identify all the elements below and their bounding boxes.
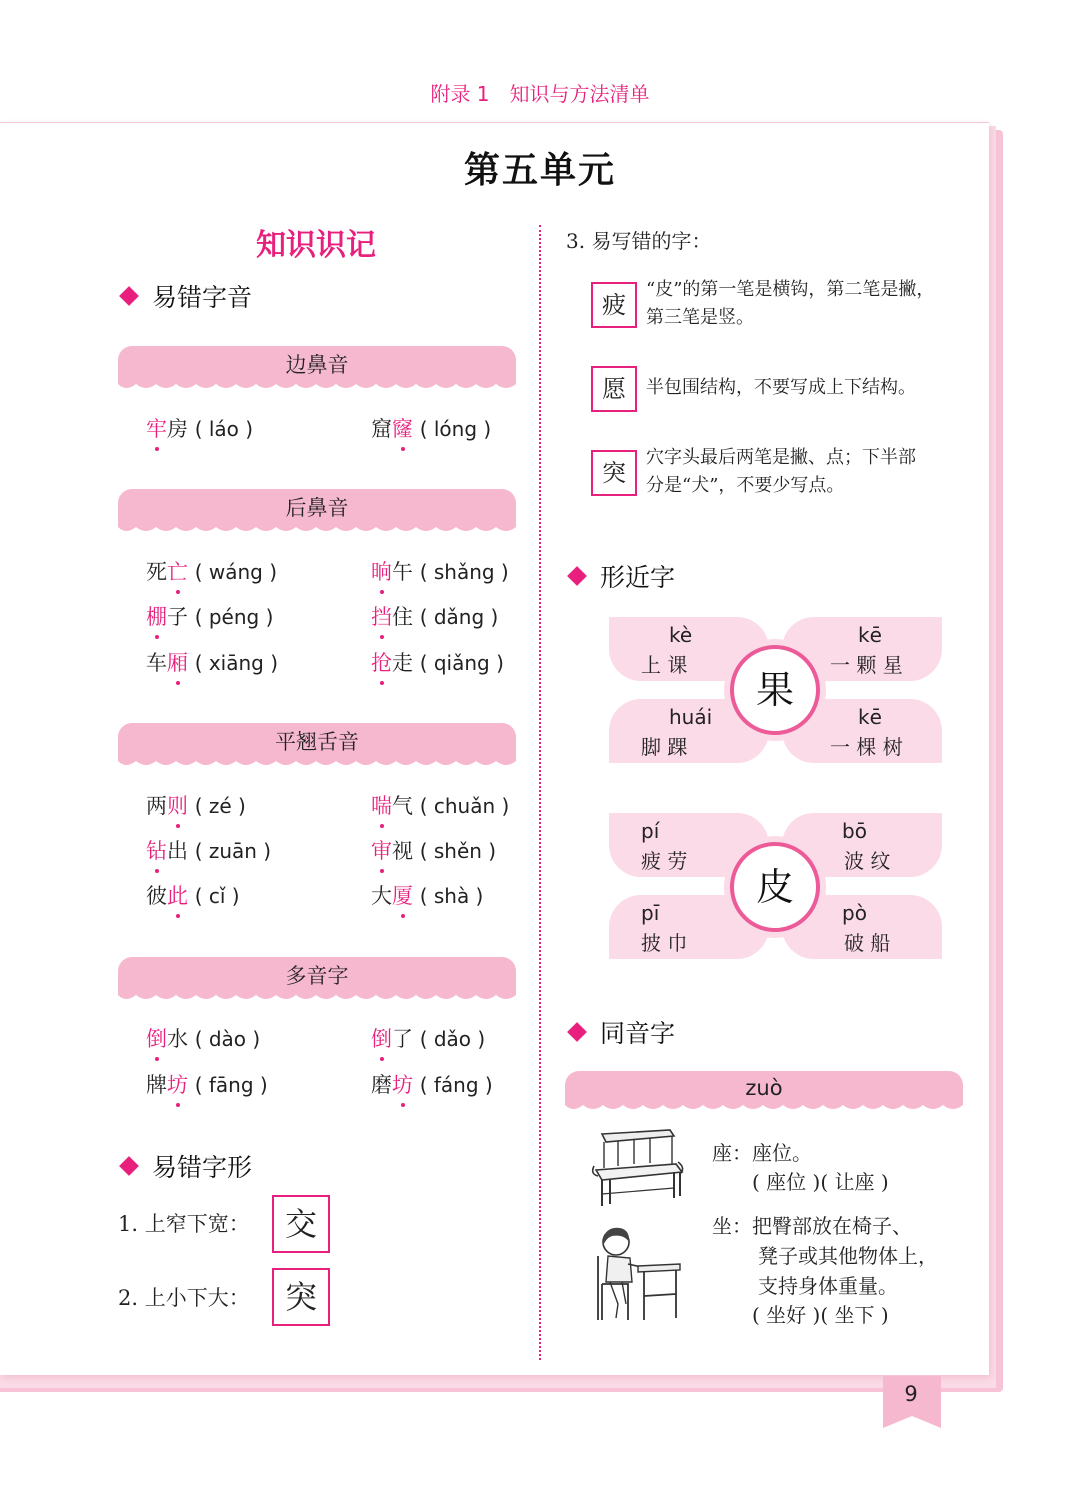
diamond-icon xyxy=(119,1156,139,1176)
section-heading-similar: 形近字 xyxy=(566,558,675,594)
bench-illustration xyxy=(588,1128,688,1210)
homophone-examples-2: ( 坐好 )( 坐下 ) xyxy=(752,1303,889,1327)
homophone-band: zuò xyxy=(565,1071,963,1103)
miswrite-note: “皮”的第一笔是横钩，第二笔是撇， 第三笔是竖。 xyxy=(646,279,935,328)
running-header: 附录 1 知识与方法清单 xyxy=(430,82,650,106)
homophone-definition-2-line: 支持身体重量。 xyxy=(758,1274,898,1298)
similar-petal: pò 破 船 xyxy=(782,895,942,959)
word-item: 大厦 ( shà ) xyxy=(371,884,484,908)
wave-edge-icon xyxy=(118,757,516,769)
word-item: 彼此 ( cǐ ) xyxy=(146,884,240,908)
girl-at-desk-illustration xyxy=(588,1222,684,1322)
word-item: 两则 ( zé ) xyxy=(146,794,246,818)
word-item: 倒了 ( dǎo ) xyxy=(371,1027,486,1051)
wave-edge-icon xyxy=(118,380,516,392)
section-heading-shape: 易错字形 xyxy=(118,1148,252,1184)
word-item: 牢房 ( láo ) xyxy=(146,417,254,441)
miswrite-note: 穴字头最后两笔是撇、点；下半部 分是“犬”，不要少写点。 xyxy=(646,447,916,496)
shape-char-box-2: 突 xyxy=(272,1268,330,1326)
wave-edge-icon xyxy=(118,523,516,535)
wave-edge-icon xyxy=(118,991,516,1003)
homophone-definition-1: 座：座位。 xyxy=(712,1141,812,1165)
miswrite-note: 半包围结构，不要写成上下结构。 xyxy=(646,377,916,398)
similar-petal: bō 波 纹 xyxy=(782,813,942,877)
similar-petal: huái 脚 踝 xyxy=(609,699,769,763)
group-band-4: 多音字 xyxy=(118,957,516,993)
word-item: 喘气 ( chuǎn ) xyxy=(371,794,510,818)
word-item: 钻出 ( zuān ) xyxy=(146,839,272,863)
shape-char-box-1: 交 xyxy=(272,1195,330,1253)
word-item: 车厢 ( xiāng ) xyxy=(146,651,279,675)
shape-label-1: 1. 上窄下宽： xyxy=(118,1212,250,1236)
similar-petal: kè 上 课 xyxy=(609,617,769,681)
homophone-examples-1: ( 座位 )( 让座 ) xyxy=(752,1170,889,1194)
wave-edge-icon xyxy=(565,1101,963,1113)
miswrite-char-box: 疲 xyxy=(591,282,637,328)
word-item: 窟窿 ( lóng ) xyxy=(371,417,492,441)
similar-petal: kē 一 棵 树 xyxy=(782,699,942,763)
word-item: 死亡 ( wáng ) xyxy=(146,560,277,584)
word-item: 牌坊 ( fāng ) xyxy=(146,1073,268,1097)
section-heading-homophone: 同音字 xyxy=(566,1014,675,1050)
miswrite-char-box: 突 xyxy=(591,450,637,496)
similar-petal: pī 披 巾 xyxy=(609,895,769,959)
similar-center-char: 皮 xyxy=(730,842,820,932)
similar-petal: kē 一 颗 星 xyxy=(782,617,942,681)
word-item: 审视 ( shěn ) xyxy=(371,839,497,863)
page-number: 9 xyxy=(904,1382,918,1406)
group-band-3: 平翘舌音 xyxy=(118,723,516,759)
diamond-icon xyxy=(567,1022,587,1042)
shape-label-2: 2. 上小下大： xyxy=(118,1286,250,1310)
group-band-2: 后鼻音 xyxy=(118,489,516,525)
miswrite-title: 3. 易写错的字： xyxy=(566,229,712,253)
miswrite-char-box: 愿 xyxy=(591,366,637,412)
diamond-icon xyxy=(567,566,587,586)
similar-center-char: 果 xyxy=(730,645,820,735)
word-item: 磨坊 ( fáng ) xyxy=(371,1073,493,1097)
word-item: 棚子 ( péng ) xyxy=(146,605,274,629)
diamond-icon xyxy=(119,286,139,306)
column-divider xyxy=(539,225,541,1360)
word-item: 倒水 ( dào ) xyxy=(146,1027,261,1051)
page-title: 第五单元 xyxy=(463,149,616,191)
group-band-1: 边鼻音 xyxy=(118,346,516,382)
section-subtitle: 知识识记 xyxy=(256,228,376,263)
section-heading-pronunciation: 易错字音 xyxy=(118,278,252,314)
homophone-definition-2: 坐：把臀部放在椅子、 xyxy=(712,1214,912,1238)
similar-petal: pí 疲 劳 xyxy=(609,813,769,877)
word-item: 晌午 ( shǎng ) xyxy=(371,560,509,584)
word-item: 挡住 ( dǎng ) xyxy=(371,605,499,629)
word-item: 抢走 ( qiǎng ) xyxy=(371,651,504,675)
homophone-definition-2-line: 凳子或其他物体上， xyxy=(758,1244,938,1268)
